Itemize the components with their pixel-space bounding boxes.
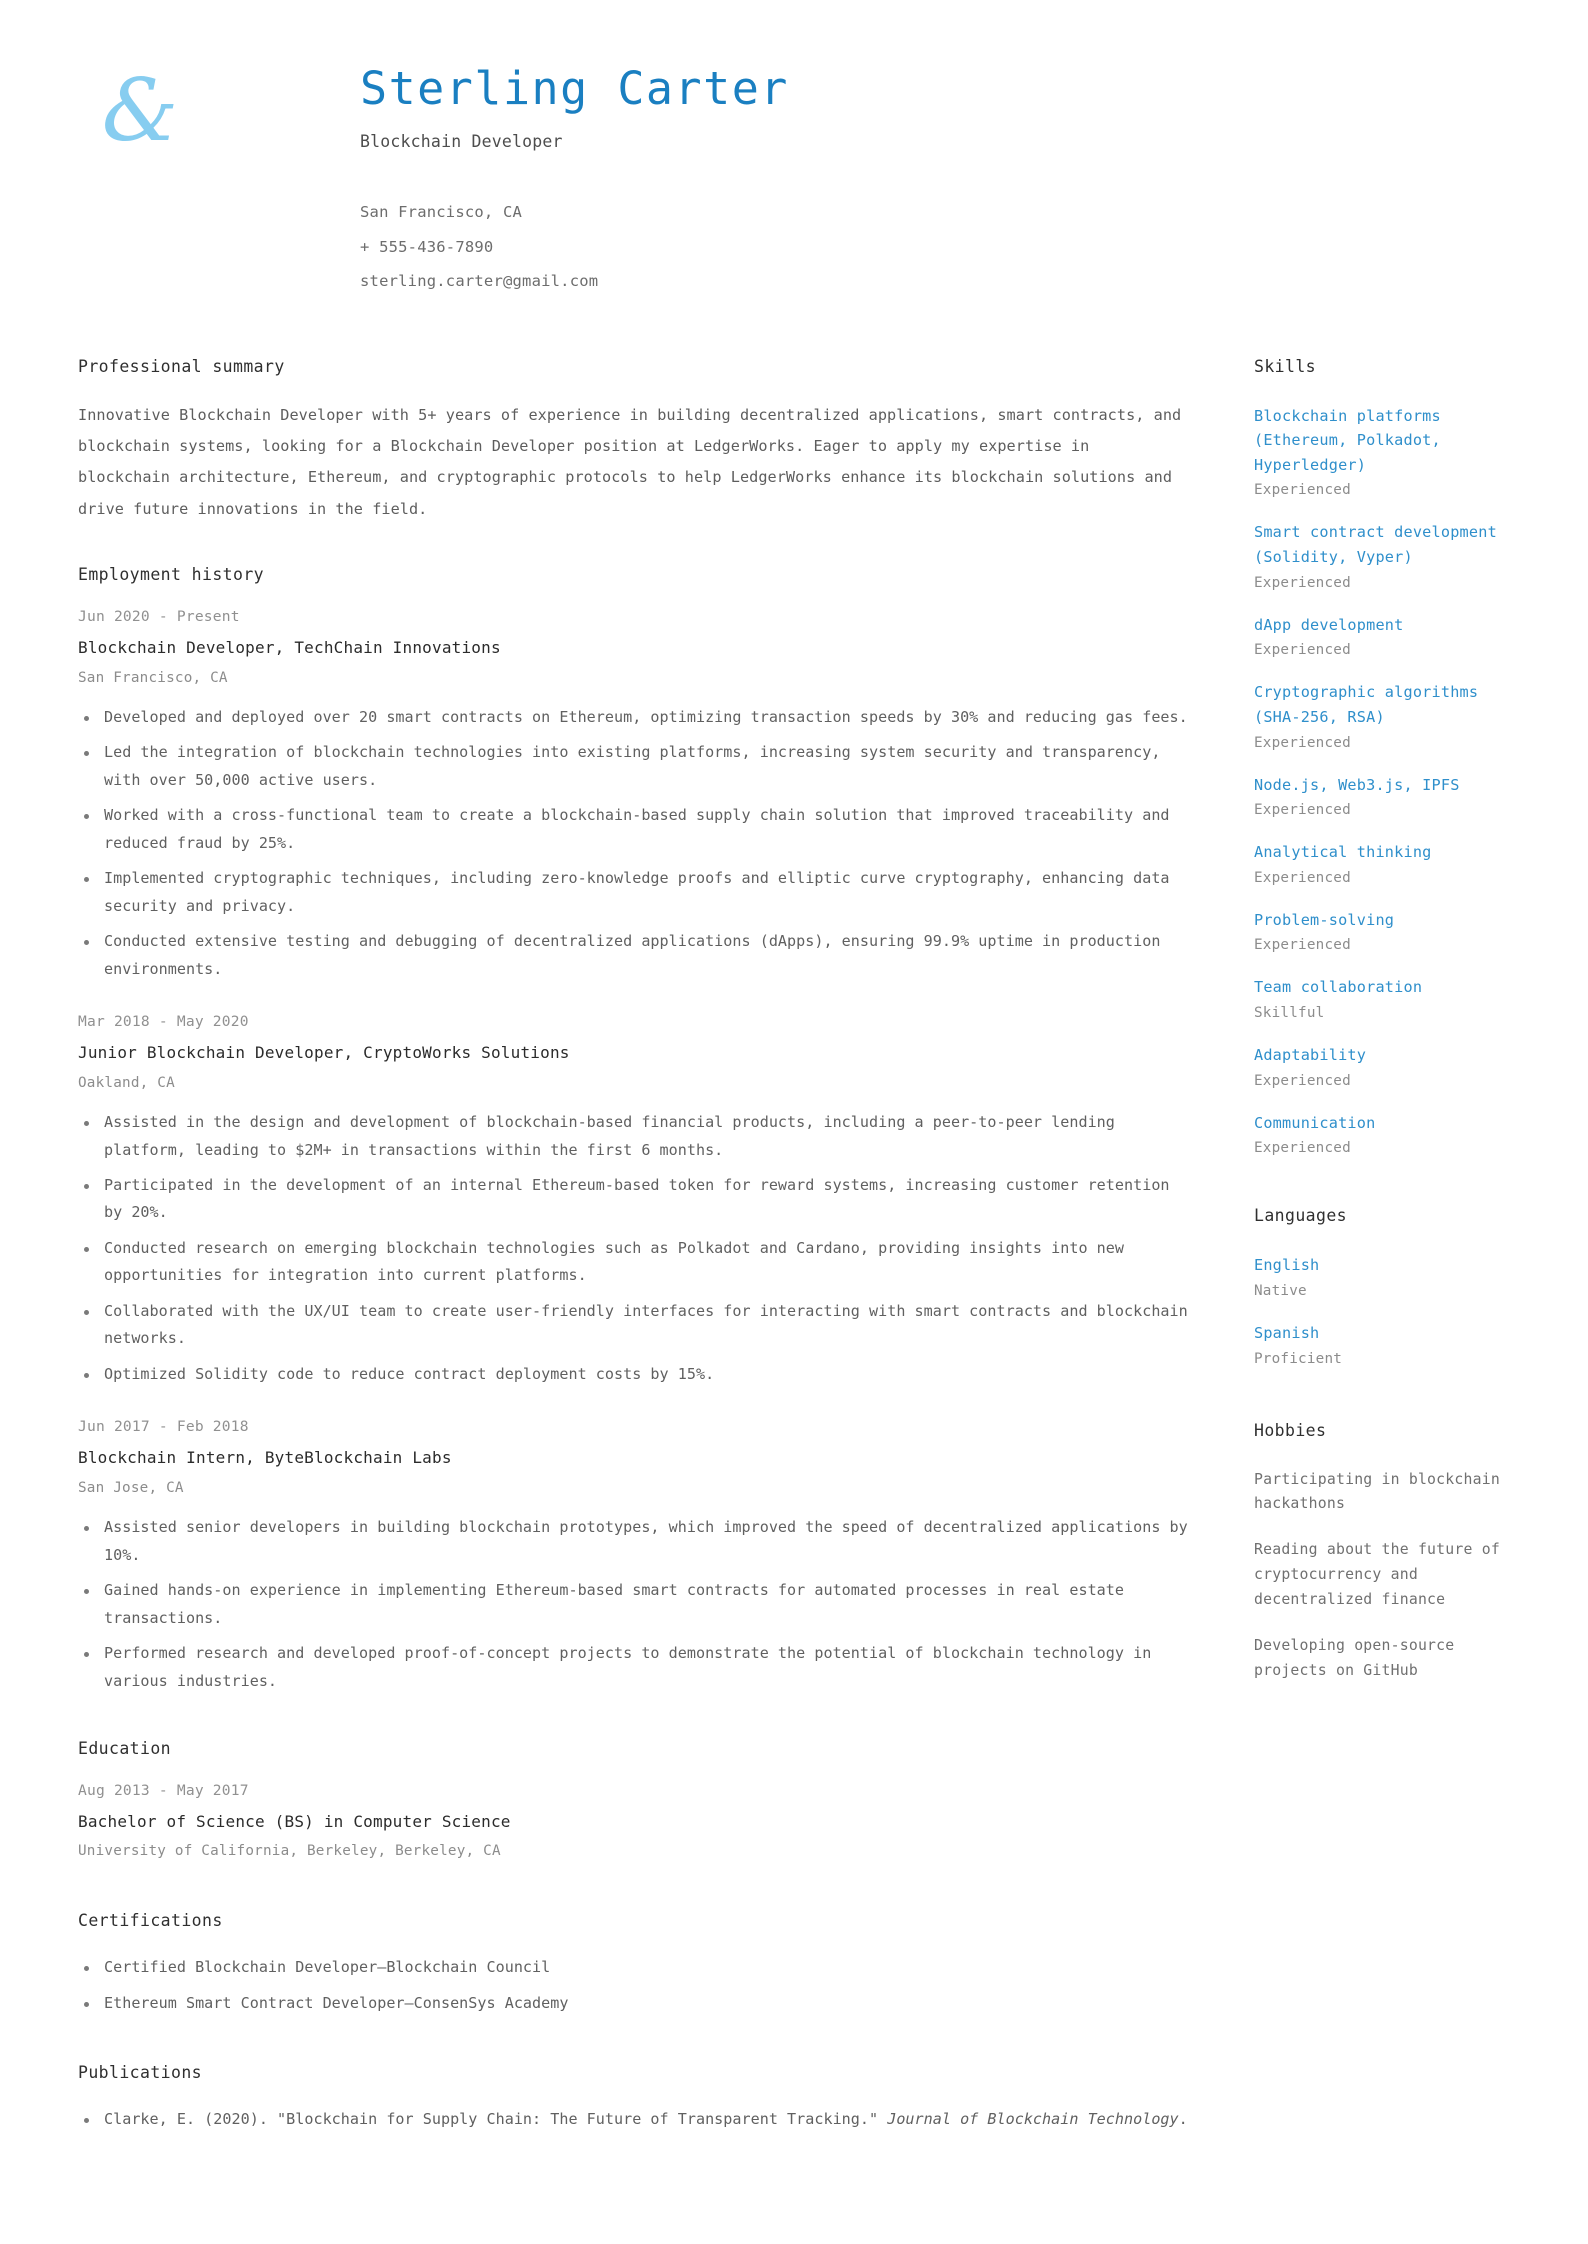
skill-level: Experienced <box>1254 1072 1351 1089</box>
job-bullet: Led the integration of blockchain technologies into existing platforms, increasing system security and transparency, with over 50,000 active users. <box>78 739 1190 794</box>
section-certifications <box>78 1911 1190 2017</box>
skill-item <box>1254 908 1510 954</box>
skill-name: Team collaboration <box>1254 978 1423 997</box>
section-publications <box>78 2063 1190 2133</box>
education-school: University of California, Berkeley, Berkeley, CA <box>78 1843 501 1860</box>
skill-item <box>1254 773 1510 819</box>
job-dates: Jun 2017 - Feb 2018 <box>78 1418 249 1436</box>
education-dates: Aug 2013 - May 2017 <box>78 1782 249 1800</box>
job-bullet: Conducted extensive testing and debugging of decentralized applications (dApps), ensuring 99.9% uptime in production environments. <box>78 928 1190 983</box>
contact-block <box>360 205 1588 290</box>
sidebar-title-hobbies: Hobbies <box>1254 1420 1327 1440</box>
section-title-summary: Professional summary <box>78 356 285 376</box>
language-name: English <box>1254 1256 1320 1275</box>
job-bullet: Participated in the development of an internal Ethereum-based token for reward systems, increasing customer retention by 20%. <box>78 1172 1190 1227</box>
job-location: San Francisco, CA <box>78 669 228 686</box>
job-bullet: Optimized Solidity code to reduce contract deployment costs by 15%. <box>78 1361 1190 1388</box>
job-location: San Jose, CA <box>78 1480 184 1497</box>
resume-body <box>0 357 1588 2160</box>
skill-name: Node.js, Web3.js, IPFS <box>1254 775 1460 794</box>
contact-phone: + 555-436-7890 <box>360 237 494 256</box>
skill-level: Skillful <box>1254 1005 1325 1022</box>
sidebar-title-languages: Languages <box>1254 1206 1348 1226</box>
skill-level: Experienced <box>1254 869 1351 886</box>
skill-name: Analytical thinking <box>1254 843 1432 862</box>
job-bullets <box>78 1514 1190 1695</box>
skill-name: Smart contract development (Solidity, Vyper) <box>1254 523 1497 567</box>
hobby-item: Developing open-source projects on GitHub <box>1254 1636 1455 1679</box>
job-bullet: Performed research and developed proof-of-concept projects to demonstrate the potential of blockchain technology in various industries. <box>78 1640 1190 1695</box>
language-item <box>1254 1321 1510 1367</box>
resume-header <box>0 0 1588 309</box>
skill-item <box>1254 404 1510 499</box>
sidebar-hobbies <box>1254 1421 1510 1684</box>
job-entry <box>78 1418 1190 1695</box>
job-bullet: Developed and deployed over 20 smart contracts on Ethereum, optimizing transaction speeds by 30% and reducing gas fees. <box>78 704 1190 731</box>
skill-level: Experienced <box>1254 1140 1351 1157</box>
sidebar-skills <box>1254 357 1510 1157</box>
skill-level: Experienced <box>1254 734 1351 751</box>
section-title-education: Education <box>78 1739 172 1759</box>
job-bullet: Worked with a cross-functional team to create a blockchain-based supply chain solution that improved traceability and reduced fraud by 25%. <box>78 802 1190 857</box>
language-level: Proficient <box>1254 1350 1343 1367</box>
education-entry <box>78 1782 1190 1859</box>
job-bullet: Assisted senior developers in building blockchain prototypes, which improved the speed of decentralized applications by 10%. <box>78 1514 1190 1569</box>
job-bullet: Collaborated with the UX/UI team to create user-friendly interfaces for interacting with smart contracts and blockchain networks. <box>78 1298 1190 1353</box>
job-location: Oakland, CA <box>78 1075 175 1092</box>
certification-item: Certified Blockchain Developer—Blockchain Council <box>78 1954 1190 1981</box>
education-degree: Bachelor of Science (BS) in Computer Science <box>78 1812 511 1832</box>
job-entry <box>78 608 1190 983</box>
skill-item <box>1254 520 1510 590</box>
job-dates: Mar 2018 - May 2020 <box>78 1013 249 1031</box>
certification-item: Ethereum Smart Contract Developer—ConsenSys Academy <box>78 1990 1190 2017</box>
publication-journal: Journal of Blockchain Technology <box>887 2110 1179 2129</box>
publications-list <box>78 2106 1190 2133</box>
skill-name: Cryptographic algorithms (SHA-256, RSA) <box>1254 683 1479 726</box>
ampersand-logo-icon: & <box>101 61 179 161</box>
contact-email[interactable]: sterling.carter@gmail.com <box>360 272 599 291</box>
job-entry <box>78 1013 1190 1388</box>
section-professional-summary <box>78 357 1190 525</box>
logo-column <box>0 61 280 161</box>
publication-citation: Clarke, E. (2020). "Blockchain for Supply Chain: The Future of Transparent Tracking." <box>104 2110 888 2129</box>
skill-item <box>1254 1111 1510 1157</box>
skill-level: Experienced <box>1254 937 1351 954</box>
skill-name: Blockchain platforms (Ethereum, Polkadot, Hyperledger) <box>1254 406 1441 474</box>
candidate-name: Sterling Carter <box>360 62 789 115</box>
summary-text: Innovative Blockchain Developer with 5+ years of experience in building decentralized applications, smart contracts, and blockchain systems, looking for a Blockchain Developer position at LedgerWorks. Eager to apply my expertise in blockchain architecture, Ethereum, and cryptographic protocols to help LedgerWorks enhance its blockchain solutions and drive future innovations in the field. <box>78 405 1182 518</box>
skill-level: Experienced <box>1254 574 1351 591</box>
skill-item <box>1254 680 1510 750</box>
job-bullet: Implemented cryptographic techniques, including zero-knowledge proofs and elliptic curve cryptography, enhancing data security and privacy. <box>78 865 1190 920</box>
skill-name: Adaptability <box>1254 1046 1367 1065</box>
section-title-certifications: Certifications <box>78 1911 223 1931</box>
publication-item <box>78 2106 1190 2133</box>
section-title-employment: Employment history <box>78 564 265 584</box>
job-heading: Blockchain Intern, ByteBlockchain Labs <box>78 1448 452 1468</box>
skill-name: dApp development <box>1254 615 1404 634</box>
main-column <box>78 357 1230 2160</box>
job-bullet: Gained hands-on experience in implementing Ethereum-based smart contracts for automated processes in real estate transactions. <box>78 1577 1190 1632</box>
job-bullet: Assisted in the design and development of blockchain-based financial products, including a peer-to-peer lending platform, leading to $2M+ in transactions within the first 6 months. <box>78 1109 1190 1164</box>
job-bullet: Conducted research on emerging blockchain technologies such as Polkadot and Cardano, providing insights into new opportunities for integration into current platforms. <box>78 1235 1190 1290</box>
section-title-publications: Publications <box>78 2063 203 2083</box>
job-bullets <box>78 704 1190 983</box>
candidate-job-title: Blockchain Developer <box>360 132 563 152</box>
section-employment-history <box>78 565 1190 1695</box>
sidebar-column <box>1230 357 1510 1705</box>
language-level: Native <box>1254 1282 1307 1299</box>
job-heading: Blockchain Developer, TechChain Innovations <box>78 637 501 657</box>
certifications-list <box>78 1954 1190 2017</box>
language-item <box>1254 1253 1510 1299</box>
skill-item <box>1254 613 1510 659</box>
job-heading: Junior Blockchain Developer, CryptoWorks Solutions <box>78 1043 570 1063</box>
skill-level: Experienced <box>1254 482 1351 499</box>
sidebar-languages <box>1254 1206 1510 1366</box>
skill-level: Experienced <box>1254 642 1351 659</box>
publication-suffix: . <box>1178 2110 1188 2129</box>
job-bullets <box>78 1109 1190 1388</box>
skill-item <box>1254 840 1510 886</box>
hobby-item: Participating in blockchain hackathons <box>1254 1470 1500 1513</box>
skill-level: Experienced <box>1254 802 1351 819</box>
contact-location: San Francisco, CA <box>360 203 523 222</box>
job-dates: Jun 2020 - Present <box>78 607 240 625</box>
skill-item <box>1254 975 1510 1021</box>
header-main <box>280 62 1588 309</box>
section-education <box>78 1739 1190 1859</box>
sidebar-title-skills: Skills <box>1254 356 1317 376</box>
skill-name: Communication <box>1254 1113 1376 1132</box>
language-name: Spanish <box>1254 1323 1320 1342</box>
skill-name: Problem-solving <box>1254 910 1395 929</box>
hobby-item: Reading about the future of cryptocurrency and decentralized finance <box>1254 1541 1500 1608</box>
skill-item <box>1254 1043 1510 1089</box>
